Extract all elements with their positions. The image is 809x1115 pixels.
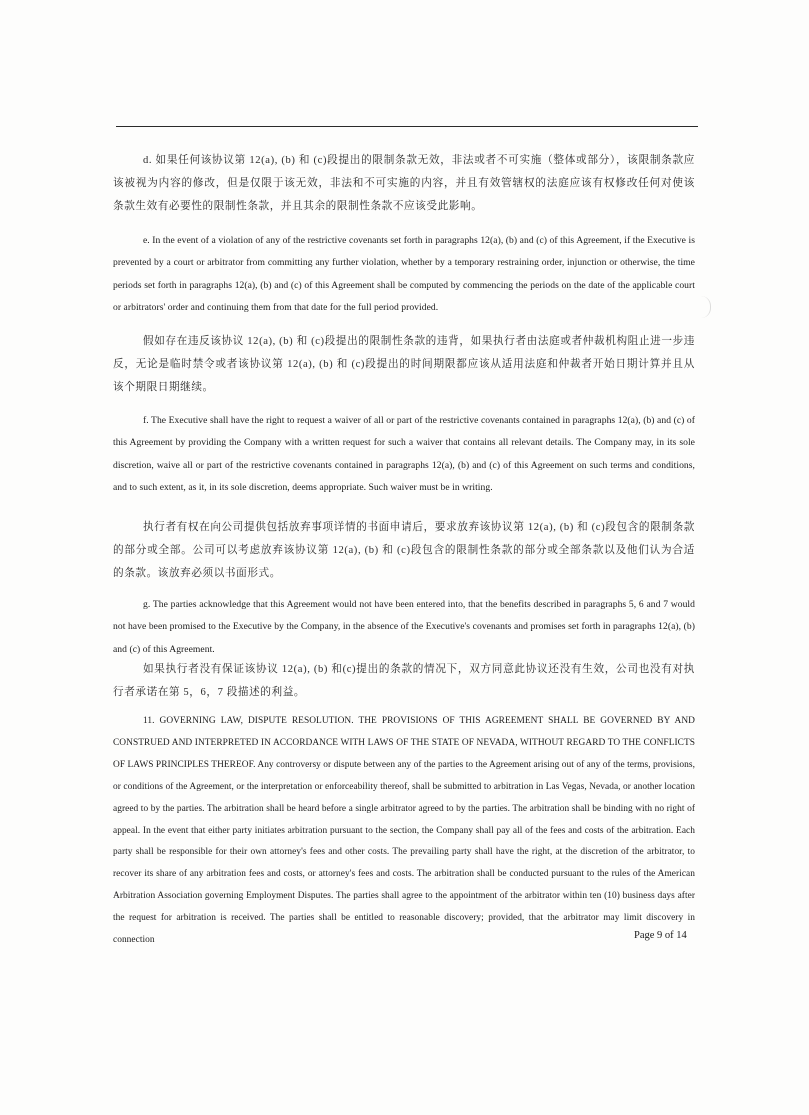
header-rule [116,126,698,127]
paragraph-e-english: e. In the event of a violation of any of the restrictive covenants set forth in paragraphs 12(a), (b) and (c) of this Agreement, if the Executive is prevented by a court or arbitrator from committing any further violation, whether by a temporary restraining order, injunction or otherwise, the time periods set forth in paragraphs 12(a), (b) and (c) of this Agreement shall be computed by commencing the periods on the date of the applicable court or arbitrators' order and continuing them from that date for the full period provided. [113,235,695,313]
section-11-governing-law: 11. GOVERNING LAW, DISPUTE RESOLUTION. THE PROVISIONS OF THIS AGREEMENT SHALL BE GOVERNED BY AND CONSTRUED AND INTERPRETED IN ACCORDANCE WITH LAWS OF THE STATE OF NEVADA, WITHOUT REGARD TO THE CONFLICTS OF LAWS PRINCIPLES THEREOF. Any controversy or dispute between any of the parties to the Agreement arising out of any of the terms, provisions, or conditions of the Agreement, or the interpretation or enforceability thereof, shall be submitted to arbitration in Las Vegas, Nevada, or another location agreed to by the parties. The arbitration shall be heard before a single arbitrator agreed to by the parties. The arbitration shall be binding with no right of appeal. In the event that either party initiates arbitration pursuant to the section, the Company shall pay all of the fees and costs of the arbitration. Each party shall be responsible for their own attorney's fees and other costs. The prevailing party shall have the right, at the discretion of the arbitrator, to recover its share of any arbitration fees and costs, or attorney's fees and costs. The arbitration shall be conducted pursuant to the rules of the American Arbitration Association governing Employment Disputes. The parties shall agree to the appointment of the arbitrator within ten (10) business days after the request for arbitration is received. The parties shall be entitled to reasonable discovery; provided, that the arbitrator may limit discovery in connection [113,716,695,946]
scan-mark [698,296,711,318]
paragraph-g-english: g. The parties acknowledge that this Agreement would not have been entered into, that the benefits described in paragraphs 5, 6 and 7 would not have been promised to the Executive by the Company, in the absence of the Executive's covenants and promises set forth in paragraphs 12(a), (b) and (c) of this Agreement. [113,599,695,655]
page-number: Page 9 of 14 [634,930,687,941]
paragraph-e-chinese: 假如存在违反该协议 12(a), (b) 和 (c)段提出的限制性条款的违背，如果执行者由法庭或者仲裁机构阻止进一步违反，无论是临时禁令或者该协议第 12(a), (b) 和 (c)段提出的时间期限都应该从适用法庭和仲裁者开始日期计算并且从该个期限日期继续。 [113,336,695,393]
paragraph-d-chinese: d. 如果任何该协议第 12(a), (b) 和 (c)段提出的限制条款无效，非法或者不可实施（整体或部分），该限制条款应该被视为内容的修改，但是仅限于该无效，非法和不可实施的内容，并且有效管辖权的法庭应该有权修改任何对使该条款生效有必要性的限制性条款，并且其余的限制性条款不应该受此影响。 [113,155,695,212]
paragraph-f-chinese: 执行者有权在向公司提供包括放弃事项详情的书面申请后，要求放弃该协议第 12(a), (b) 和 (c)段包含的限制条款的部分或全部。公司可以考虑放弃该协议第 12(a), (b) 和 (c)段包含的限制性条款的部分或全部条款以及他们认为合适的条款。该放弃必须以书面形式。 [113,522,695,579]
paragraph-g-chinese: 如果执行者没有保证该协议 12(a), (b) 和(c)提出的条款的情况下，双方同意此协议还没有生效，公司也没有对执行者承诺在第 5，6，7 段描述的利益。 [113,664,695,698]
paragraph-f-english: f. The Executive shall have the right to request a waiver of all or part of the restrictive covenants contained in paragraphs 12(a), (b) and (c) of this Agreement by providing the Company with a written request for such a waiver that contains all relevant details. The Company may, in its sole discretion, waive all or part of the restrictive covenants contained in paragraphs 12(a), (b) and (c) of this Agreement on such terms and conditions, and to such extent, as it, in its sole discretion, deems appropriate. Such waiver must be in writing. [113,415,695,493]
